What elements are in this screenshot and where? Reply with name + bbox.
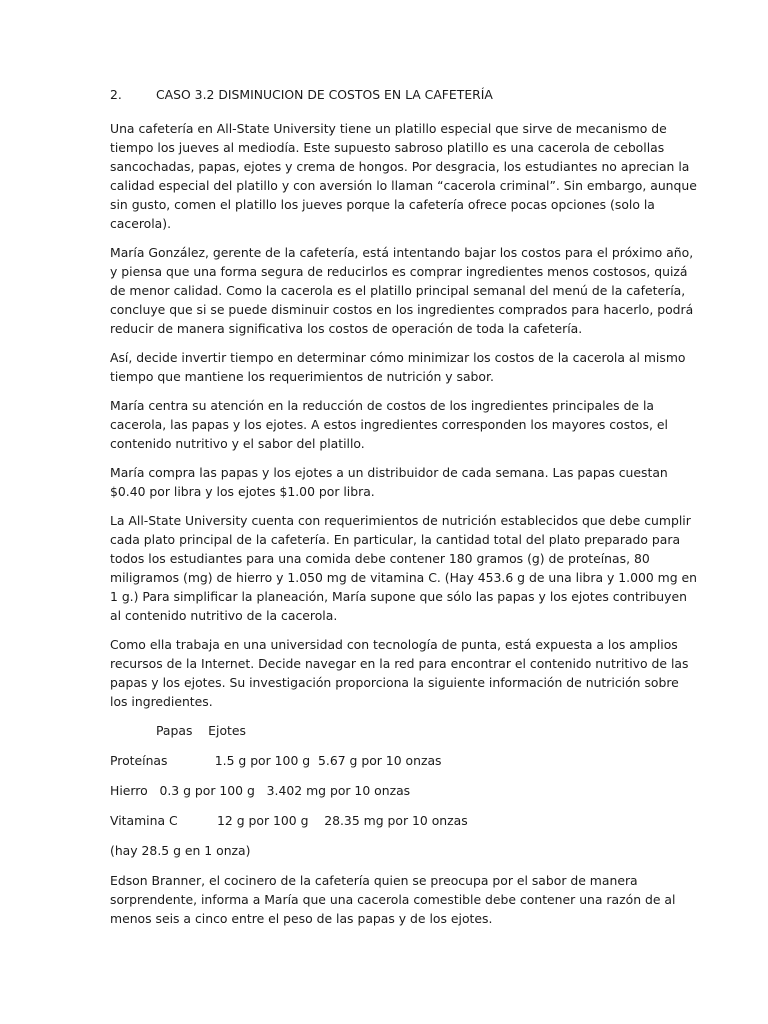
nutrition-row-iron: Hierro 0.3 g por 100 g 3.402 mg por 10 onzas (110, 783, 411, 798)
paragraph-decision: Así, decide invertir tiempo en determinar cómo minimizar los costos de la cacerola al mismo tiempo que mantiene los requerimientos de nutrición y sabor. (110, 350, 686, 384)
paragraph-prices: María compra las papas y los ejotes a un distribuidor de cada semana. Las papas cuestan $0.40 por libra y los ejotes $1.00 por libra. (110, 465, 668, 499)
paragraph-intro: Una cafetería en All-State University tiene un platillo especial que sirve de mecanismo de tiempo los jueves al mediodía. Este supuesto sabroso platillo es una cacerola de cebollas sancochadas, papas, ejotes y crema de hongos. Por desgracia, los estudiantes no aprecian la calidad especial del platillo y con aversión lo llaman “cacerola criminal”. Sin embargo, aunque sin gusto, comen el platillo los jueves porque la cafetería ofrece pocas opciones (solo la cacerola). (110, 121, 697, 231)
nutrition-row-proteins: Proteínas 1.5 g por 100 g 5.67 g por 10 onzas (110, 753, 442, 768)
nutrition-note: (hay 28.5 g en 1 onza) (110, 843, 251, 858)
section-title: CASO 3.2 DISMINUCION DE COSTOS EN LA CAFETERÍA (156, 87, 493, 102)
nutrition-header (110, 721, 698, 740)
paragraph-focus: María centra su atención en la reducción de costos de los ingredientes principales de la cacerola, las papas y los ejotes. A estos ingredientes corresponden los mayores costos, el contenido nutritivo y el sabor del platillo. (110, 398, 668, 451)
paragraph-closing: Edson Branner, el cocinero de la cafetería quien se preocupa por el sabor de manera sorprendente, informa a María que una cacerola comestible debe contener una razón de al menos seis a cinco entre el peso de las papas y de los ejotes. (110, 873, 676, 926)
paragraph-requirements: La All-State University cuenta con requerimientos de nutrición establecidos que debe cumplir cada plato principal de la cafetería. En particular, la cantidad total del plato preparado para todos los estudiantes para una comida debe contener 180 gramos (g) de proteínas, 80 miligramos (mg) de hierro y 1.050 mg de vitamina C. (Hay 453.6 g de una libra y 1.000 mg en 1 g.) Para simplificar la planeación, María supone que sólo las papas y los ejotes contribuyen al contenido nutritivo de la cacerola. (110, 513, 698, 623)
section-number: 2. (110, 87, 122, 102)
nutrition-header-text: Papas Ejotes (156, 723, 246, 738)
nutrition-row-vitamin-c: Vitamina C 12 g por 100 g 28.35 mg por 10 onzas (110, 813, 468, 828)
section-heading (110, 87, 698, 103)
paragraph-manager: María González, gerente de la cafetería, está intentando bajar los costos para el próximo año, y piensa que una forma segura de reducirlos es comprar ingredientes menos costosos, quizá de menor calidad. Como la cacerola es el platillo principal semanal del menú de la cafetería, concluye que si se puede disminuir costos en los ingredientes comprados para hacerlo, podrá reducir de manera significativa los costos de operación de toda la cafetería. (110, 245, 694, 336)
paragraph-research: Como ella trabaja en una universidad con tecnología de punta, está expuesta a los amplios recursos de la Internet. Decide navegar en la red para encontrar el contenido nutritivo de las papas y los ejotes. Su investigación proporciona la siguiente información de nutrición sobre los ingredientes. (110, 637, 689, 709)
